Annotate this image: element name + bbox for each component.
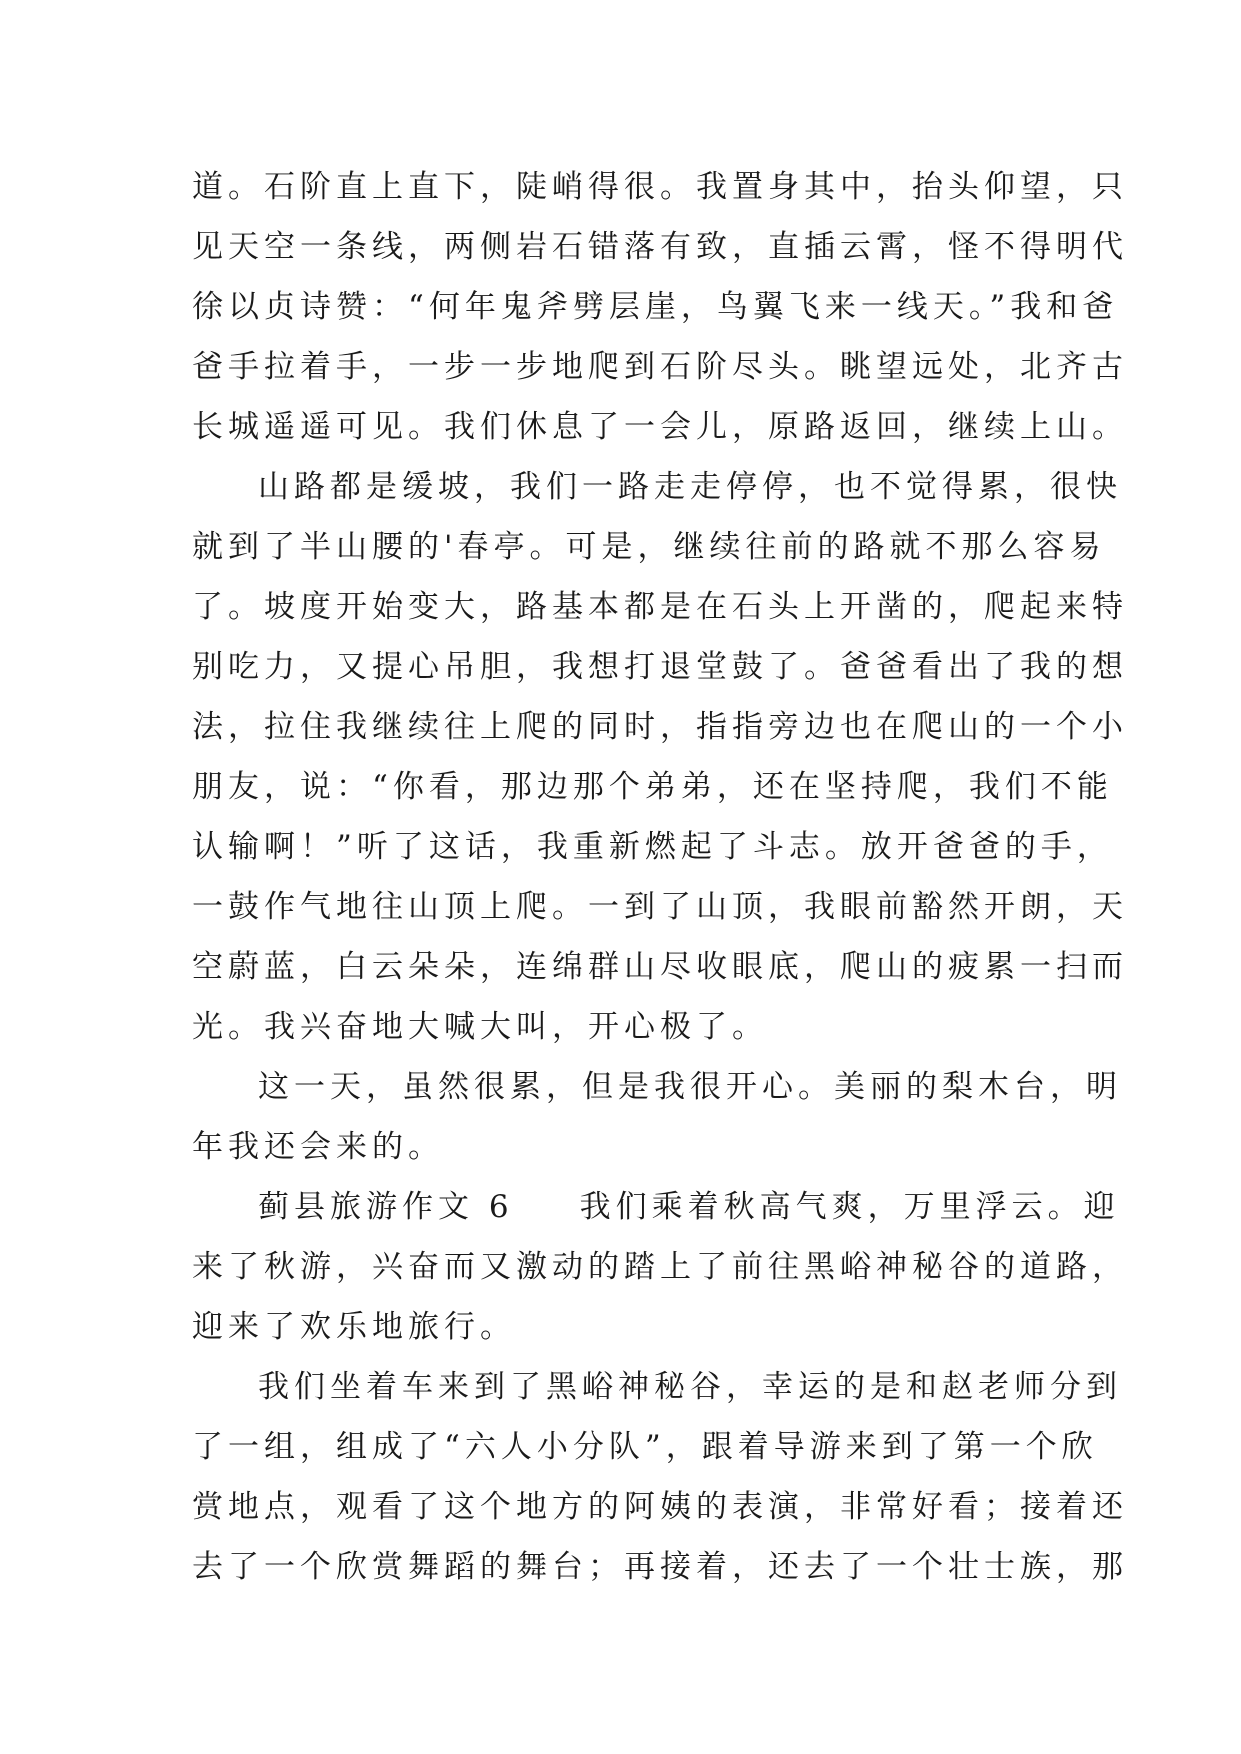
paragraph-start-line: 这一天，虽然很累，但是我很开心。美丽的梨木台，明 — [258, 1069, 1122, 1105]
text-line: 别吃力，又提心吊胆，我想打退堂鼓了。爸爸看出了我的想 — [192, 649, 1128, 685]
text-line: 长城遥遥可见。我们休息了一会儿，原路返回，继续上山。 — [192, 409, 1128, 445]
section-first-text: 我们乘着秋高气爽，万里浮云。迎 — [579, 1189, 1120, 1225]
section-title: 蓟县旅游作文 6 — [258, 1189, 514, 1225]
text-line: 法，拉住我继续往上爬的同时，指指旁边也在爬山的一个小 — [192, 709, 1128, 745]
text-line: 就到了半山腰的'春亭。可是，继续往前的路就不那么容易 — [192, 529, 1106, 565]
paragraph-start-line: 山路都是缓坡，我们一路走走停停，也不觉得累，很快 — [258, 469, 1122, 505]
text-line: 去了一个欣赏舞蹈的舞台；再接着，还去了一个壮士族，那 — [192, 1549, 1128, 1585]
text-line: 了。坡度开始变大，路基本都是在石头上开凿的，爬起来特 — [192, 589, 1128, 625]
text-line: 认输啊！”听了这话，我重新燃起了斗志。放开爸爸的手， — [192, 829, 1113, 865]
text-line: 爸手拉着手，一步一步地爬到石阶尽头。眺望远处，北齐古 — [192, 349, 1128, 385]
text-line: 光。我兴奋地大喊大叫，开心极了。 — [192, 1009, 768, 1045]
document-body — [192, 157, 1128, 1597]
text-line: 迎来了欢乐地旅行。 — [192, 1309, 516, 1345]
paragraph-start-line: 我们坐着车来到了黑峪神秘谷，幸运的是和赵老师分到 — [258, 1369, 1122, 1405]
text-line: 来了秋游，兴奋而又激动的踏上了前往黑峪神秘谷的道路， — [192, 1249, 1128, 1285]
text-line: 道。石阶直上直下，陡峭得很。我置身其中，抬头仰望，只 — [192, 169, 1128, 205]
text-line: 空蔚蓝，白云朵朵，连绵群山尽收眼底，爬山的疲累一扫而 — [192, 949, 1128, 985]
text-line: 见天空一条线，两侧岩石错落有致，直插云霄，怪不得明代 — [192, 229, 1128, 265]
text-line: 一鼓作气地往山顶上爬。一到了山顶，我眼前豁然开朗，天 — [192, 889, 1128, 925]
text-line: 徐以贞诗赞：“何年鬼斧劈层崖，鸟翼飞来一线天。”我和爸 — [192, 289, 1119, 325]
section-heading-line — [192, 1177, 1120, 1237]
text-line: 了一组，组成了“六人小分队”，跟着导游来到了第一个欣 — [192, 1429, 1098, 1465]
text-line: 年我还会来的。 — [192, 1129, 444, 1165]
text-line: 朋友，说：“你看，那边那个弟弟，还在坚持爬，我们不能 — [192, 769, 1113, 805]
text-line: 赏地点，观看了这个地方的阿姨的表演，非常好看；接着还 — [192, 1489, 1128, 1525]
